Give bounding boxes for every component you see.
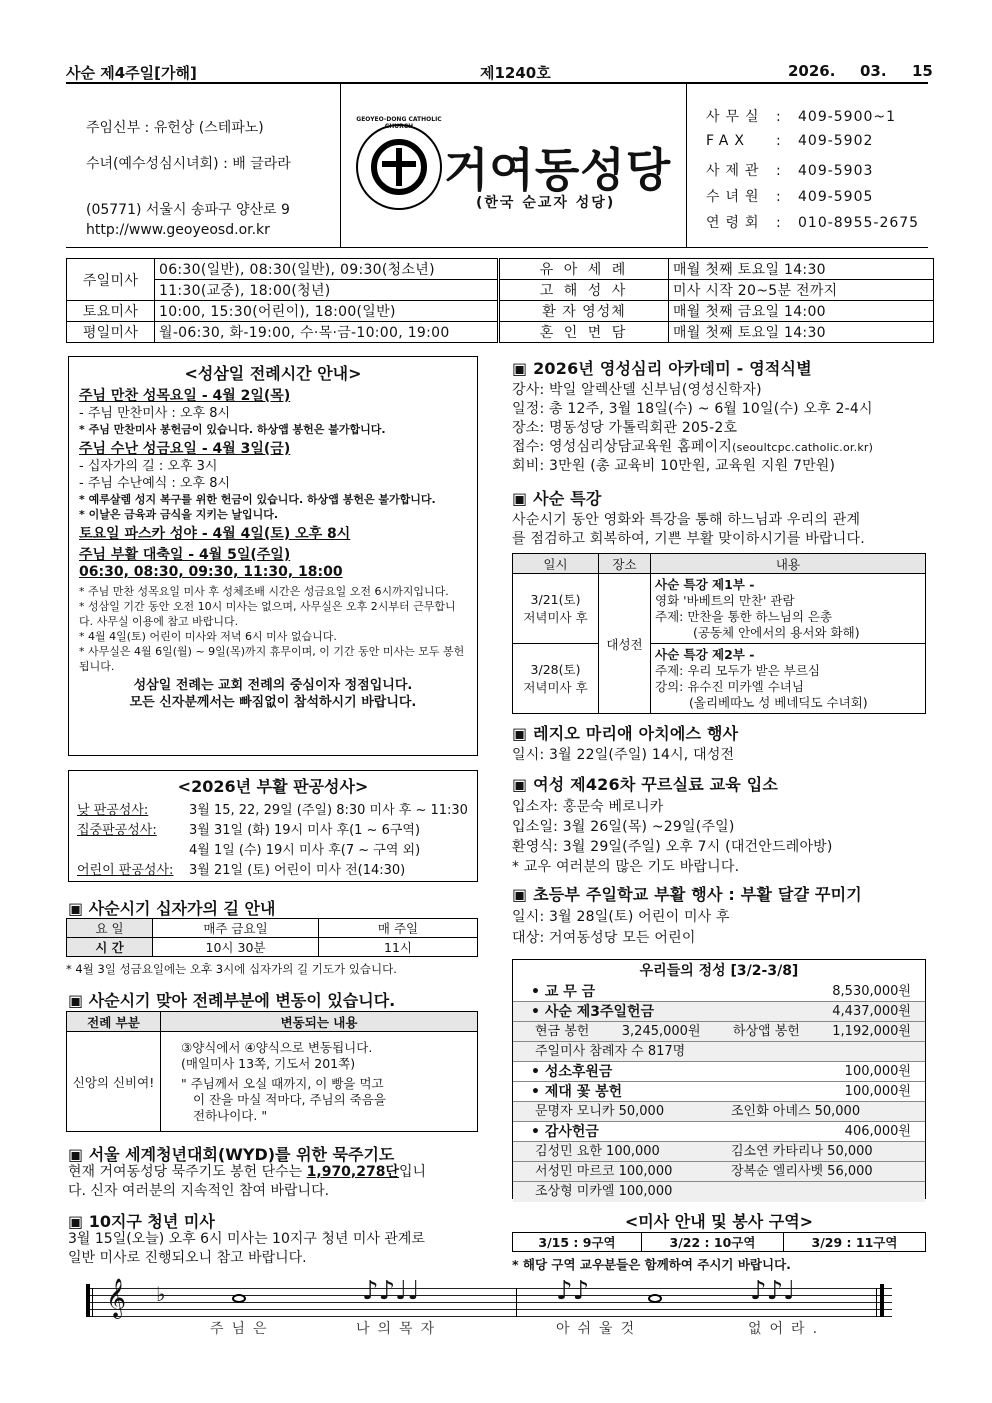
triduum-box: <성삼일 전례시간 안내> 주님 만찬 성목요일 - 4월 2일(목) - 주님 만찬미사 : 오후 8시 * 주님 만찬미사 봉헌금이 있습니다. 하상앱 봉헌은 불가합니다. 주님 수난 성금요일 - 4월 3일(금) - 십자가의 길 : 오후 3시 - 주님 수난예식 : 오후 8시 * 예루살렘 성지 복구를 위한 헌금이 있습니다. 하상앱 봉헌은 불가합니다. * 이날은 금육과 금식을 지키는 날입니다. 토요일 파스카 성야 - 4월 4일(토) 오후 8시 주님 부활 대축일 - 4월 5일(주일) 06:30, 08:30, 09:30, 11:30, 18:00 * 주님 만찬 성목요일 미사 후 성체조배 시간은 성금요일 오전 6시까지입니다. * 성삼일 기간 동안 오전 10시 미사는 없으며, 사무실은 오후 2시부터 근무합니다. 사무실 이용에 참고 바랍니다. * 4월 4일(토) 어린이 미사와 저녁 6시 미사 없습니다. * 사무실은 4월 6일(월) ~ 9일(목)까지 휴무이며, 이 기간 동안 미사는 모두 봉헌됩니다. 성삼일 전례는 교회 전례의 중심이자 정점입니다. 모든 신자분께서는 빠짐없이 참석하시기 바랍니다. bbox=[68, 356, 478, 756]
lyric-3: 아쉬울것 bbox=[556, 1321, 643, 1337]
sister: 수녀(예수성심시녀회) : 배 글라라 bbox=[86, 156, 291, 172]
whole-note-icon bbox=[232, 1294, 246, 1303]
stations-title: ▣ 사순시기 십자가의 길 안내 bbox=[68, 899, 276, 918]
academy-body: 강사: 박일 알렉산델 신부님(영성신학자) 일정: 총 12주, 3월 18일(수) ~ 6월 10일(수) 오후 2-4시 장소: 명동성당 가톨릭회관 205-2호 접수: 영성심리상담교육원 홈페이지(seoultcpc.catholic.or.kr) 회비: 3만원 (총 교육비 10만원, 교육원 지원 7만원) bbox=[512, 382, 874, 474]
address: (05771) 서울시 송파구 양산로 9 bbox=[86, 202, 290, 218]
contact-funeral: 연령회 : 010-8955-2675 bbox=[706, 215, 920, 231]
service-note: * 해당 구역 교우분들은 함께하여 주시기 바랍니다. bbox=[512, 1257, 791, 1272]
issue-number: 제1240호 bbox=[480, 64, 551, 82]
lecture-desc: 사순시기 동안 영화와 특강을 통해 하느님과 우리의 관계 를 점검하고 회복하여, 기쁜 부활 맞이하시기를 바랍니다. bbox=[512, 512, 865, 547]
liturgy-table: 전례 부분 변동되는 내용 신앙의 신비여! ③양식에서 ④양식으로 변동됩니다. (매일미사 13쪽, 기도서 201쪽) " 주님께서 오실 때까지, 이 빵을 먹고 이 잔을 마실 적마다, 주님의 죽음을 전하나이다. " bbox=[66, 1011, 478, 1132]
weekday-mass-label: 평일미사 bbox=[67, 322, 155, 343]
whole-note-icon-2 bbox=[648, 1294, 662, 1303]
service-table: 3/15 : 9구역 3/22 : 10구역 3/29 : 11구역 bbox=[512, 1232, 926, 1252]
youth-mass-text: 3월 15일(오늘) 오후 6시 미사는 10지구 청년 미사 관계로 일반 미사로 진행되오니 참고 바랍니다. bbox=[68, 1231, 425, 1266]
website[interactable]: http://www.geoyeosd.or.kr bbox=[86, 222, 270, 238]
sunday-school-title: ▣ 초등부 주일학교 부활 행사 : 부활 달걀 꾸미기 bbox=[512, 885, 862, 904]
contact-office: 사무실 : 409-5900~1 bbox=[706, 109, 897, 125]
academy-title: ▣ 2026년 영성심리 아카데미 - 영적식별 bbox=[512, 359, 812, 378]
logo-arc-text: GEOYEO-DONG CATHOLIC CHURCH bbox=[356, 116, 442, 130]
contact-fax: FAX : 409-5902 bbox=[706, 133, 874, 149]
church-name: 거여동성당 bbox=[444, 143, 672, 197]
legio-text: 일시: 3월 22일(주일) 14시, 대성전 bbox=[512, 747, 735, 763]
treble-clef-icon: 𝄞 bbox=[106, 1278, 127, 1318]
note-icon: ♪♪♩♩ bbox=[362, 1276, 420, 1306]
note-icon-3: ♪♪♩ bbox=[750, 1276, 796, 1306]
cross-icon bbox=[396, 148, 402, 186]
offering-box: 우리들의 정성 [3/2-3/8] • 교 무 금 8,530,000원 • 사순 제3주일헌금 4,437,000원 현금 봉헌 3,245,000원 하상앱 봉헌 1,192,000원 주일미사 참례자 수 817명 • 성소후원금 100,000원 • 제대 꽃 봉헌 100,000원 문명자 모니카 50,000 조인화 아녜스 50,000 • 감사헌금 406,000원 김성민 요한 100,000 김소연 카타리나 50,000 서성민 마르코 100,000 장복순 엘리사벳 56,000 조상형 미카엘 100,000 bbox=[512, 959, 926, 1199]
lyric-4: 없어라. bbox=[748, 1321, 826, 1337]
sunday-school-body: 일시: 3월 28일(토) 어린이 미사 후 대상: 거여동성당 모든 어린이 bbox=[512, 909, 730, 946]
youth-mass-title: ▣ 10지구 청년 미사 bbox=[68, 1212, 215, 1231]
lecture-title: ▣ 사순 특강 bbox=[512, 489, 602, 508]
confession-box: <2026년 부활 판공성사> 낮 판공성사: 3월 15, 22, 29일 (주일) 8:30 미사 후 ~ 11:30 집중판공성사: 3월 31일 (화) 19시 미사 후(1 ~ 6구역) 4월 1일 (수) 19시 미사 후(7 ~ 구역 외) 어린이 판공성사: 3월 21일 (토) 어린이 미사 전(14:30) bbox=[68, 770, 478, 882]
contact-rectory: 사제관 : 409-5903 bbox=[706, 163, 874, 179]
wyd-title: ▣ 서울 세계청년대회(WYD)를 위한 묵주기도 bbox=[68, 1145, 395, 1164]
triduum-title: <성삼일 전례시간 안내> bbox=[184, 364, 362, 383]
church-subtitle: (한국 순교자 성당) bbox=[476, 195, 616, 211]
date-day: 15 bbox=[912, 62, 933, 80]
header bbox=[66, 84, 928, 248]
sat-mass-label: 토요미사 bbox=[67, 301, 155, 322]
masthead-line bbox=[66, 62, 933, 84]
sunday-mass-2: 11:30(교중), 18:00(청년) bbox=[155, 280, 499, 301]
sunday-mass-1: 06:30(일반), 08:30(일반), 09:30(청소년) bbox=[155, 259, 499, 280]
cursillo-body: 입소자: 홍문숙 베로니카 입소일: 3월 26일(목) ~29일(주일) 환영식: 3월 29일(주일) 오후 7시 (대건안드레아방) * 교우 여러분의 많은 기도 바랍니다. bbox=[512, 799, 833, 875]
legio-title: ▣ 레지오 마리애 아치에스 행사 bbox=[512, 724, 739, 743]
sunday-mass-label: 주일미사 bbox=[67, 259, 155, 301]
lecture-table: 일시 장소 내용 3/21(토) 저녁미사 후 대성전 사순 특강 제1부 - 영화 '바베트의 만찬' 관람 주제: 만찬을 통한 하느님의 은총 (공동체 안에서의 용서와 화해) 3/28(토) 저녁미사 후 사순 특강 제2부 - 주제: 우리 모두가 받은 부르심 강의: 유수진 미카엘 수녀님 (올리베따노 성 베네딕도 수녀회) bbox=[512, 553, 926, 714]
weekday-mass: 월-06:30, 화-19:00, 수·목·금-10:00, 19:00 bbox=[155, 322, 499, 343]
liturgy-title: ▣ 사순시기 맞아 전례부분에 변동이 있습니다. bbox=[68, 991, 396, 1010]
liturgical-week: 사순 제4주일[가해] bbox=[66, 64, 197, 82]
date-month: 03. bbox=[860, 62, 887, 80]
note-icon-2: ♪♪ bbox=[556, 1276, 590, 1306]
lyric-1: 주님은 bbox=[210, 1321, 275, 1337]
pastor: 주임신부 : 유헌상 (스테파노) bbox=[86, 120, 264, 136]
sat-mass: 10:00, 15:30(어린이), 18:00(일반) bbox=[155, 301, 499, 322]
service-title: <미사 안내 및 봉사 구역> bbox=[624, 1212, 814, 1231]
lyric-2: 나의목자 bbox=[356, 1321, 443, 1337]
contact-convent: 수녀원 : 409-5905 bbox=[706, 189, 874, 205]
stations-note: * 4월 3일 성금요일에는 오후 3시에 십자가의 길 기도가 있습니다. bbox=[66, 962, 397, 976]
wyd-text: 현재 거여동성당 묵주기도 봉헌 단수는 1,970,278단입니 다. 신자 여러분의 지속적인 참여 바랍니다. bbox=[68, 1164, 427, 1199]
flat-icon: ♭ bbox=[156, 1282, 166, 1306]
cursillo-title: ▣ 여성 제426차 꾸르실료 교육 입소 bbox=[512, 775, 779, 794]
date-year: 2026. bbox=[788, 62, 836, 80]
mass-schedule-table: 주일미사 06:30(일반), 08:30(일반), 09:30(청소년) 유 아 세 례 매월 첫째 토요일 14:30 11:30(교중), 18:00(청년) 고 해 성 사 미사 시작 20~5분 전까지 토요미사 10:00, 15:30(어린이), 18:00(일반) 환 자 영성체 매월 첫째 금요일 14:00 평일미사 월-06:30, 화-19:00, 수·목·금-10:00, 19:00 혼 인 면 담 매월 첫째 토요일 14:30 bbox=[66, 258, 934, 343]
stations-table: 요 일 매주 금요일 매 주일 시 간 10시 30분 11시 bbox=[66, 918, 478, 957]
